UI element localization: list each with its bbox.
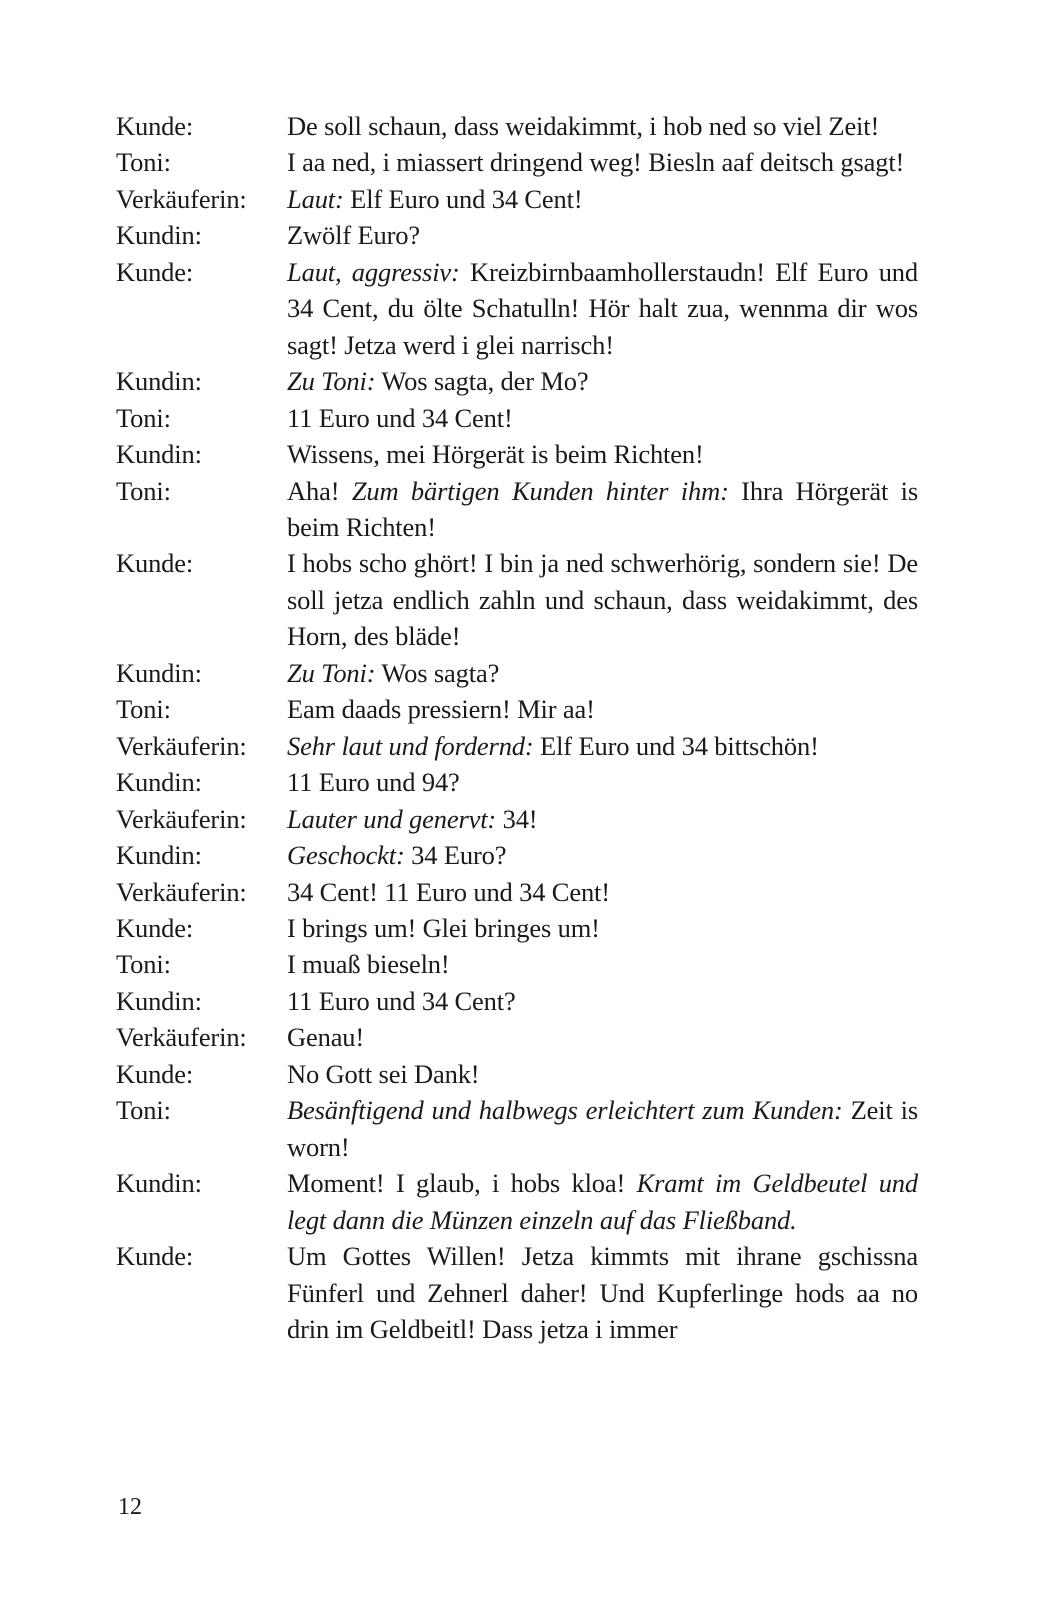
spoken-text: Elf Euro und 34 Cent! [343, 183, 583, 214]
speaker-name: Kunde: [116, 1058, 194, 1089]
stage-direction: Laut, aggressiv: [287, 256, 460, 287]
speaker-name: Toni: [116, 1095, 171, 1126]
dialogue-line [116, 910, 918, 946]
dialogue-script [116, 108, 918, 1347]
speaker-name: Kundin: [116, 366, 202, 397]
dialogue-line [116, 983, 918, 1019]
speaker-name: Verkäuferin: [116, 730, 247, 761]
dialogue-line [116, 655, 918, 691]
speech-text [287, 473, 918, 546]
dialogue-line [116, 217, 918, 253]
speaker-name: Toni: [116, 402, 171, 433]
dialogue-line [116, 1238, 918, 1347]
spoken-text: Wissens, mei Hörgerät is beim Richten! [287, 439, 704, 470]
dialogue-line [116, 728, 918, 764]
spoken-text: I hobs scho ghört! I bin ja ned schwerhörig, sondern sie! De soll jetza endlich zahln und schaun, dass weidakimmt, des Horn, des bläde! [287, 548, 918, 652]
speaker-name: Verkäuferin: [116, 1022, 247, 1053]
speech-text [287, 691, 918, 727]
stage-direction: Laut: [287, 183, 344, 214]
speaker-name: Kundin: [116, 767, 202, 798]
speaker-name: Toni: [116, 147, 171, 178]
speech-text [287, 1056, 918, 1092]
speech-text [287, 363, 918, 399]
speaker-name: Kundin: [116, 840, 202, 871]
speech-text [287, 181, 918, 217]
stage-direction: Sehr laut und fordernd: [287, 730, 534, 761]
speech-text [287, 1019, 918, 1055]
spoken-text: I aa ned, i miassert dringend weg! Biesln aaf deitsch gsagt! [287, 147, 905, 178]
speech-text [287, 837, 918, 873]
dialogue-line [116, 144, 918, 180]
dialogue-line [116, 545, 918, 654]
spoken-text: Genau! [287, 1022, 365, 1053]
dialogue-line [116, 1165, 918, 1238]
spoken-text: 34 Cent! 11 Euro und 34 Cent! [287, 876, 610, 907]
speaker-name: Kundin: [116, 439, 202, 470]
spoken-text: Ihra Hörgerät is beim Richten! [287, 475, 918, 542]
dialogue-line [116, 1019, 918, 1055]
stage-direction: Zum bärtigen Kunden hinter ihm: [351, 475, 729, 506]
spoken-text: 11 Euro und 34 Cent! [287, 402, 513, 433]
speech-text [287, 801, 918, 837]
spoken-text: No Gott sei Dank! [287, 1058, 480, 1089]
speech-text [287, 1092, 918, 1165]
speech-text [287, 1165, 918, 1238]
spoken-text: Um Gottes Willen! Jetza kimmts mit ihrane gschissna Fünferl und Zehnerl daher! Und Kupferlinge hods aa no drin im Geldbeitl! Dass jetza i immer [287, 1241, 918, 1344]
speaker-name: Toni: [116, 949, 171, 980]
speaker-name: Kunde: [116, 1241, 194, 1272]
dialogue-line [116, 801, 918, 837]
speaker-name: Kundin: [116, 220, 202, 251]
speech-text [287, 655, 918, 691]
speech-text [287, 436, 918, 472]
dialogue-line [116, 874, 918, 910]
spoken-text: Eam daads pressiern! Mir aa! [287, 694, 595, 725]
speech-text [287, 108, 918, 144]
dialogue-line [116, 181, 918, 217]
speaker-name: Verkäuferin: [116, 183, 247, 214]
speaker-name: Kunde: [116, 111, 194, 141]
speaker-name: Toni: [116, 475, 171, 506]
spoken-text: I brings um! Glei bringes um! [287, 912, 600, 943]
dialogue-line [116, 363, 918, 399]
speaker-name: Kunde: [116, 256, 194, 287]
stage-direction: Zu Toni: [287, 657, 376, 688]
spoken-text: 34 Euro? [404, 840, 507, 871]
dialogue-line [116, 764, 918, 800]
speech-text [287, 400, 918, 436]
page-number: 12 [118, 1494, 142, 1520]
dialogue-line [116, 691, 918, 727]
speech-text [287, 1238, 918, 1347]
speech-text [287, 545, 918, 654]
spoken-text: 11 Euro und 94? [287, 767, 460, 798]
speech-text [287, 874, 918, 910]
speech-text [287, 254, 918, 363]
spoken-text: Kreizbirnbaamhollerstaudn! Elf Euro und 34 Cent, du ölte Schatulln! Hör halt zua, wennma dir wos sagt! Jetza werd i glei narrisch! [287, 256, 918, 360]
stage-direction: Besänftigend und halbwegs erleichtert zum Kunden: [287, 1095, 843, 1126]
stage-direction: Lauter und genervt: [287, 803, 497, 834]
dialogue-line [116, 473, 918, 546]
spoken-text: Aha! [287, 475, 352, 506]
speaker-name: Verkäuferin: [116, 803, 247, 834]
stage-direction: Kramt im Geldbeutel und legt dann die Münzen einzeln auf das Fließband. [287, 1168, 918, 1235]
dialogue-line [116, 254, 918, 363]
spoken-text: Zeit is worn! [287, 1095, 919, 1162]
spoken-text: Wos sagta, der Mo? [375, 366, 589, 397]
spoken-text: I muaß bieseln! [287, 949, 450, 980]
dialogue-line [116, 400, 918, 436]
dialogue-line [116, 108, 918, 144]
speech-text [287, 728, 918, 764]
speaker-name: Kunde: [116, 548, 194, 579]
speaker-name: Verkäuferin: [116, 876, 247, 907]
stage-direction: Zu Toni: [287, 366, 376, 397]
speaker-name: Kundin: [116, 1168, 202, 1199]
speech-text [287, 764, 918, 800]
speaker-name: Toni: [116, 694, 171, 725]
spoken-text: Moment! I glaub, i hobs kloa! [287, 1168, 637, 1199]
dialogue-line [116, 436, 918, 472]
stage-direction: Geschockt: [287, 840, 405, 871]
speaker-name: Kundin: [116, 657, 202, 688]
spoken-text: 11 Euro und 34 Cent? [287, 985, 516, 1016]
speech-text [287, 144, 918, 180]
speaker-name: Kundin: [116, 985, 202, 1016]
dialogue-line [116, 1056, 918, 1092]
spoken-text: De soll schaun, dass weidakimmt, i hob ned so viel Zeit! [287, 111, 880, 141]
spoken-text: Wos sagta? [375, 657, 500, 688]
spoken-text: Zwölf Euro? [287, 220, 421, 251]
speech-text [287, 946, 918, 982]
dialogue-line [116, 1092, 918, 1165]
spoken-text: 34! [496, 803, 538, 834]
speaker-name: Kunde: [116, 912, 194, 943]
speech-text [287, 217, 918, 253]
speech-text [287, 983, 918, 1019]
spoken-text: Elf Euro und 34 bittschön! [533, 730, 819, 761]
dialogue-line [116, 946, 918, 982]
dialogue-line [116, 837, 918, 873]
speech-text [287, 910, 918, 946]
